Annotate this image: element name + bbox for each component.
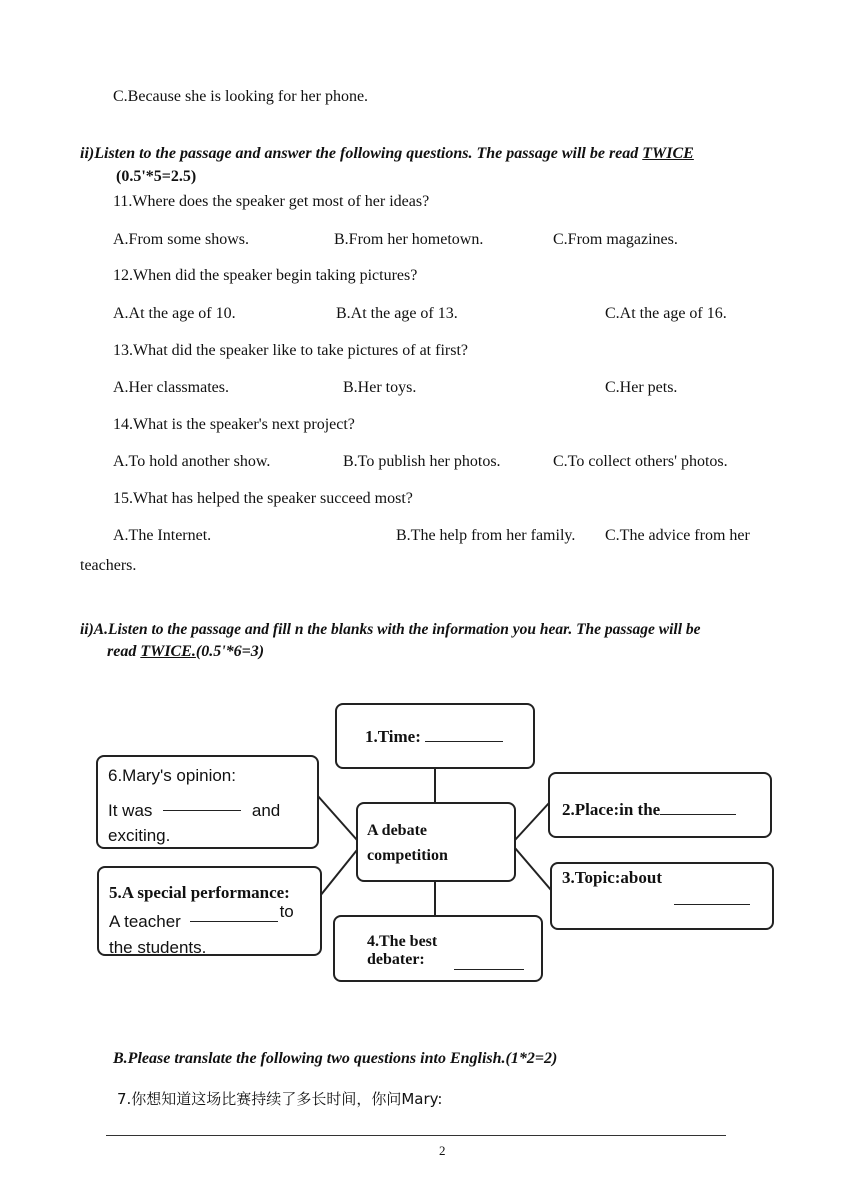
performance-a-teacher: A teacher	[109, 912, 181, 931]
topic-label: 3.Topic:about	[562, 868, 662, 887]
place-box	[548, 772, 772, 838]
q15-option-c-continued: teachers.	[80, 557, 137, 574]
q11-option-c: C.From magazines.	[553, 231, 678, 248]
section-iiA-read: read	[107, 643, 141, 660]
opinion-blank	[163, 810, 241, 811]
debater-blank	[454, 957, 524, 970]
topic-blank	[674, 894, 750, 905]
center-label-1: A debate	[367, 822, 427, 839]
center-box	[356, 802, 516, 882]
section-iiA-twice: TWICE.	[140, 643, 196, 660]
q12-option-a: A.At the age of 10.	[113, 305, 236, 322]
q12-option-c: C.At the age of 16.	[605, 305, 727, 322]
q13-option-c: C.Her pets.	[605, 379, 678, 396]
opinion-title: 6.Mary's opinion:	[108, 766, 236, 785]
section-iiA-instruction-line1: ii)A.Listen to the passage and fill n the blanks with the information you hear. The passage will be	[80, 621, 701, 638]
opinion-it-was: It was	[108, 801, 153, 820]
q11-option-b: B.From her hometown.	[334, 231, 484, 248]
performance-title: 5.A special performance:	[109, 883, 290, 902]
performance-to: to	[279, 902, 294, 921]
debater-label-2: debater:	[367, 951, 425, 968]
section-ii-twice: TWICE	[642, 145, 694, 162]
footer-rule	[106, 1135, 726, 1136]
q12-option-b: B.At the age of 13.	[336, 305, 458, 322]
section-iiA-score: (0.5'*6=3)	[195, 643, 265, 660]
time-blank	[425, 741, 503, 742]
performance-line1	[109, 902, 294, 932]
opinion-line1	[108, 801, 280, 821]
q11-option-a: A.From some shows.	[113, 231, 250, 248]
opinion-box	[96, 755, 319, 849]
q14-option-c: C.To collect others' photos.	[553, 453, 728, 470]
q14-text: 14.What is the speaker's next project?	[113, 416, 355, 433]
performance-line2: the students.	[109, 938, 207, 957]
debater-label-1: 4.The best	[367, 933, 438, 950]
section-ii-score: (0.5'*5=2.5)	[116, 168, 197, 185]
page-number: 2	[439, 1143, 446, 1158]
time-label-text: 1.Time:	[365, 727, 421, 746]
q11-text: 11.Where does the speaker get most of her ideas?	[113, 193, 430, 210]
q7-text: 7.你想知道这场比赛持续了多长时间，你问Mary:	[117, 1090, 443, 1108]
q15-option-b: B.The help from her family.	[396, 527, 576, 544]
opinion-line2: exciting.	[108, 826, 171, 845]
q13-text: 13.What did the speaker like to take pictures of at first?	[113, 342, 468, 359]
prev-option-c: C.Because she is looking for her phone.	[113, 88, 369, 105]
place-label	[562, 800, 736, 820]
center-label-2: competition	[367, 847, 448, 864]
topic-box	[550, 862, 774, 930]
q15-text: 15.What has helped the speaker succeed most?	[113, 490, 413, 507]
performance-blank	[190, 921, 278, 922]
place-label-text: 2.Place:in the	[562, 800, 661, 819]
q12-text: 12.When did the speaker begin taking pictures?	[113, 267, 418, 284]
q14-option-a: A.To hold another show.	[113, 453, 271, 470]
performance-box	[97, 866, 322, 956]
section-ii-instruction-text: ii)Listen to the passage and answer the following questions. The passage will be read	[80, 145, 643, 162]
opinion-and: and	[251, 801, 281, 820]
q14-option-b: B.To publish her photos.	[343, 453, 501, 470]
q13-option-b: B.Her toys.	[343, 379, 417, 396]
debater-box	[333, 915, 543, 982]
place-blank	[660, 814, 736, 815]
section-B-instruction: B.Please translate the following two questions into English.(1*2=2)	[113, 1050, 558, 1067]
q13-option-a: A.Her classmates.	[113, 379, 229, 396]
time-label	[365, 727, 503, 747]
q15-option-a: A.The Internet.	[113, 527, 212, 544]
q15-option-c: C.The advice from her	[605, 527, 750, 544]
time-box	[335, 703, 535, 769]
